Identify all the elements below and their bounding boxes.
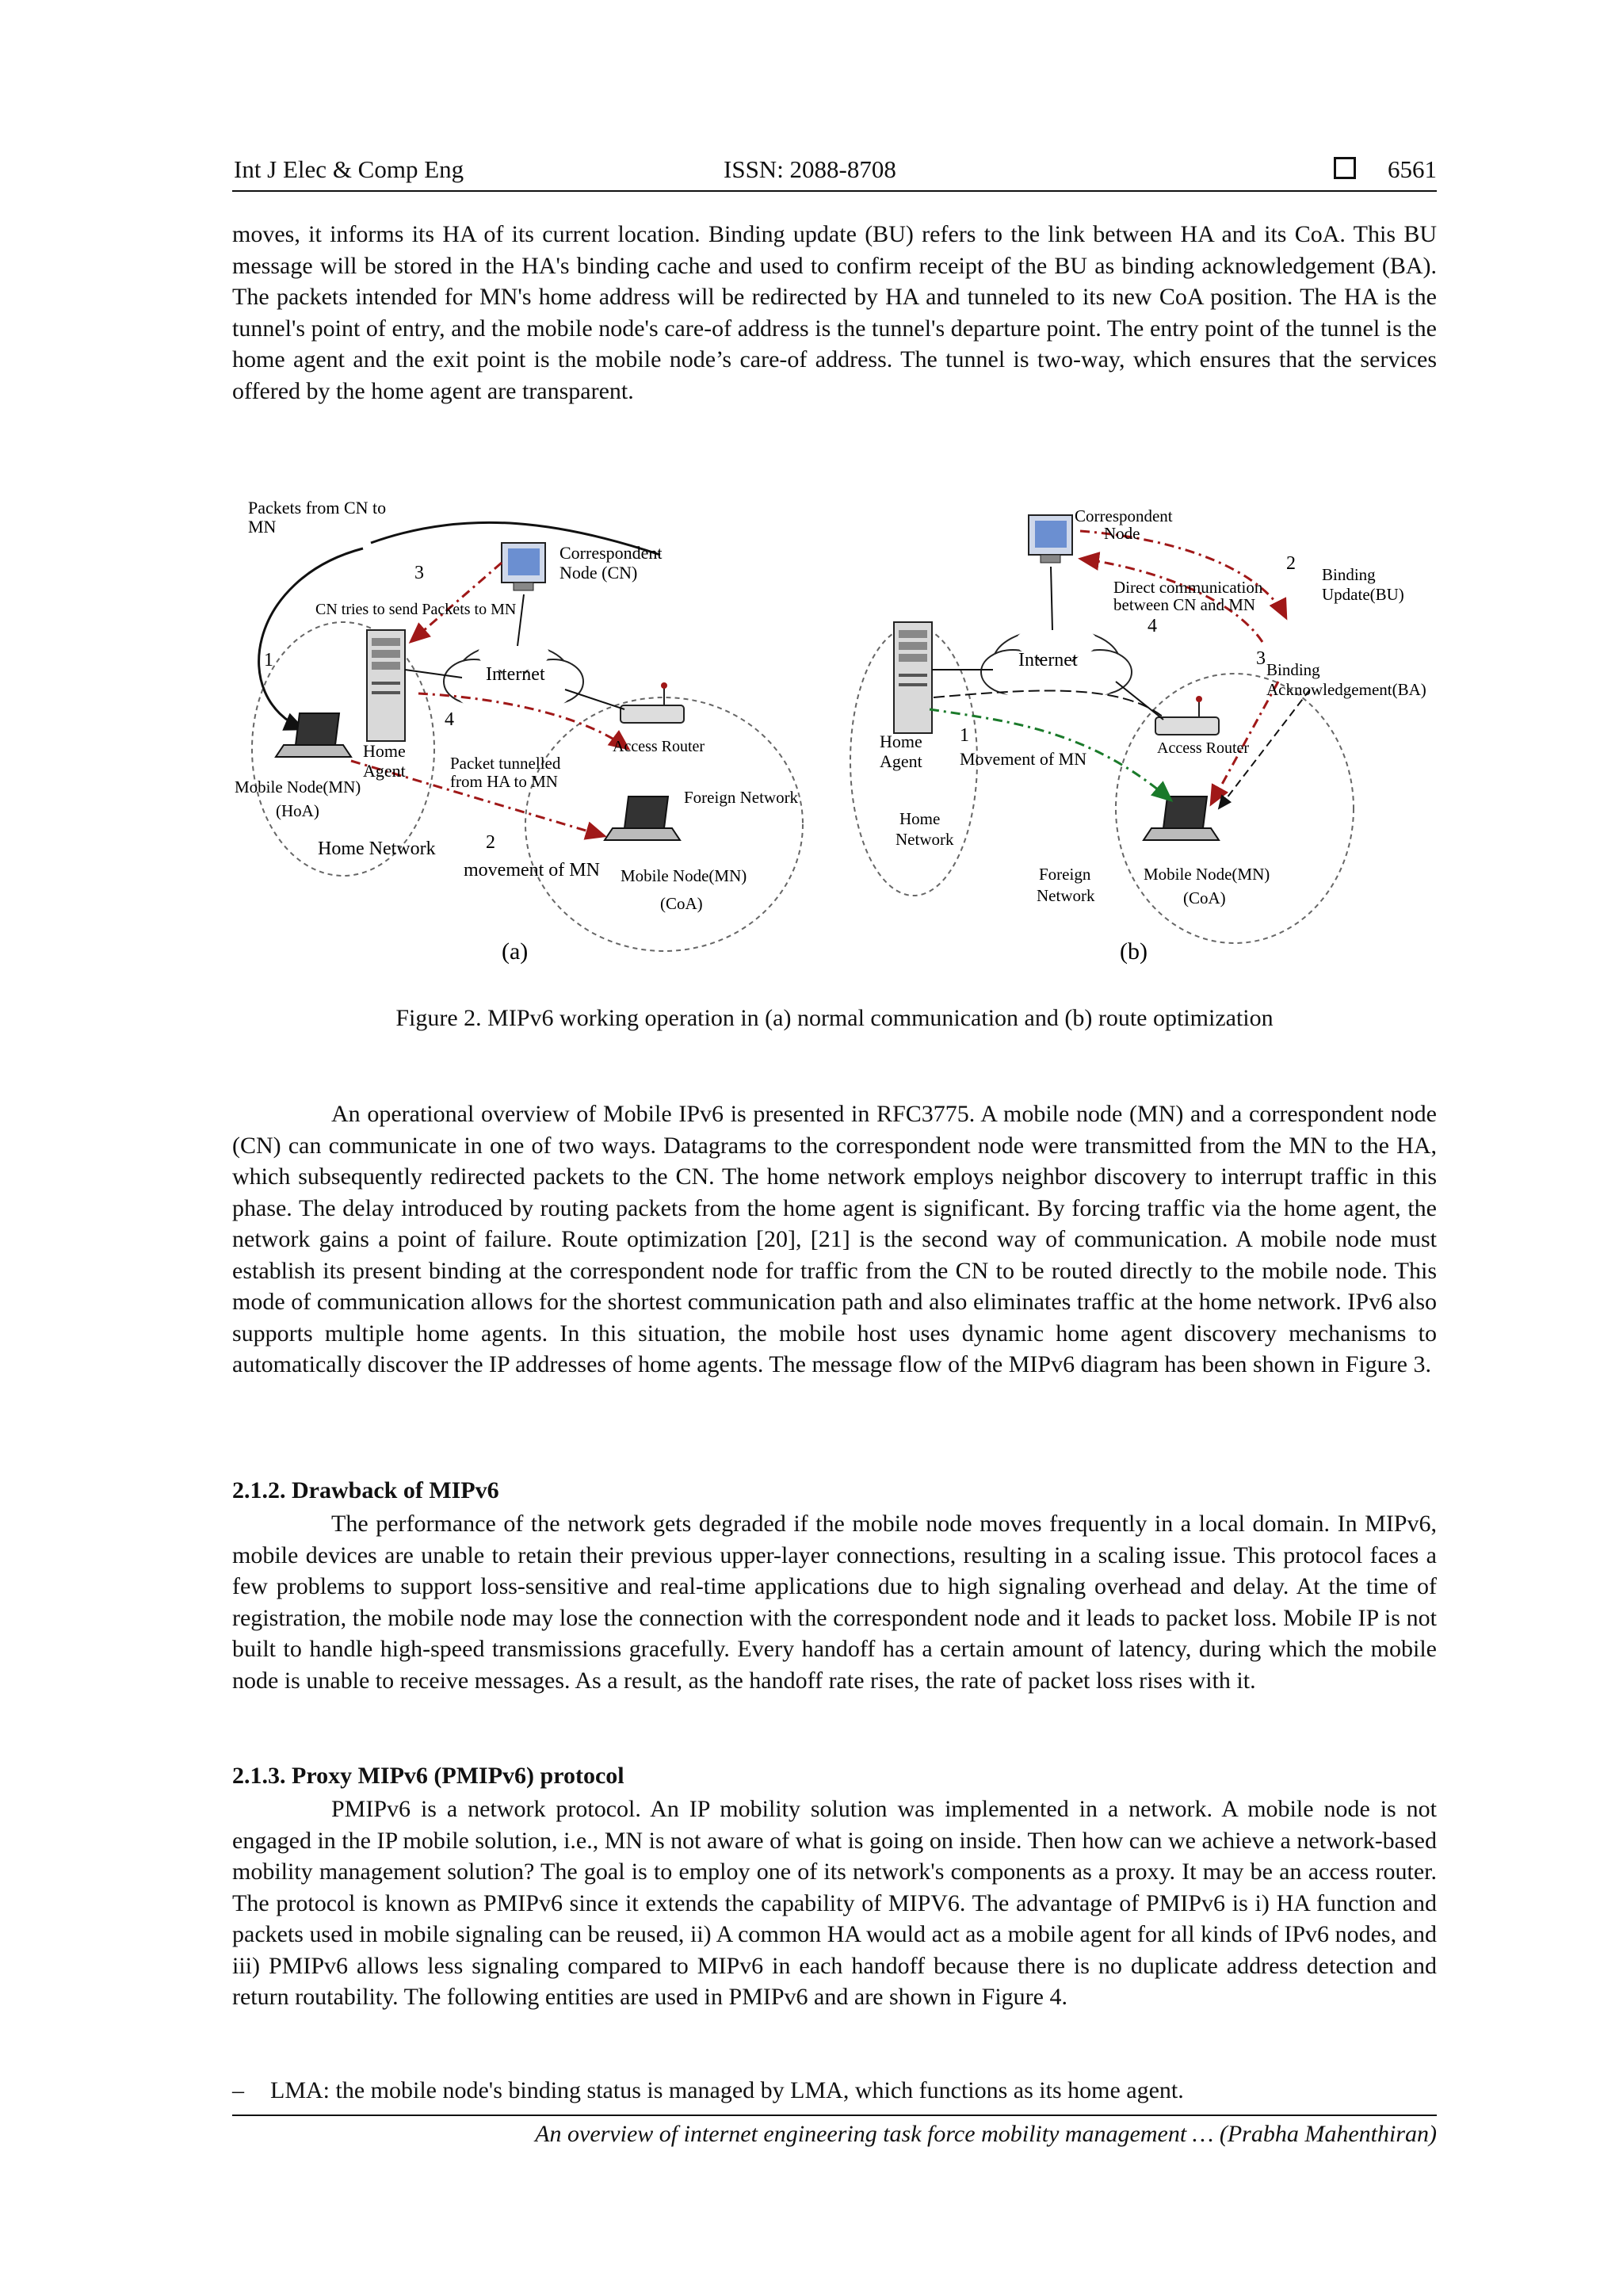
journal-name: Int J Elec & Comp Eng xyxy=(234,155,464,183)
label-packets-from-cn-2: MN xyxy=(248,517,277,537)
paragraph-intro: moves, it informs its HA of its current location. Binding update (BU) refers to the link between HA and its CoA. This BU message will be stored in the HA's binding cache and used to confirm receipt of the BU as binding acknowledgement (BA). The packets intended for MN's home address will be redirected by HA and tunneled to its new CoA position. The HA is the tunnel's point of entry, and the mobile node's care-of address is the tunnel's departure point. The entry point of the tunnel is the home agent and the exit point is the mobile node’s care-of address. The tunnel is two-way, which ensures that the services offered by the home agent are transparent. xyxy=(232,221,1437,404)
label-correspondent: Correspondent xyxy=(559,543,663,563)
label-direct: Direct communication xyxy=(1113,578,1263,597)
label-node: Node xyxy=(1104,524,1140,543)
computer-icon xyxy=(1029,515,1072,563)
label-packets-from-cn: Packets from CN to xyxy=(248,498,387,518)
footer-rule xyxy=(232,2115,1437,2116)
label-home-network-2: Network xyxy=(896,830,954,849)
running-footer: An overview of internet engineering task force mobility management … (Prabha Mahenthiran) xyxy=(535,2121,1437,2147)
step-4: 4 xyxy=(1148,616,1157,636)
paragraph-pmipv6: PMIPv6 is a network protocol. An IP mobility solution was implemented in a network. A mobile node is not engaged in the IP mobile solution, i.e., MN is not aware of what is going on inside. Then how can we achieve a network-based mobility management solution? The goal is to employ one of its network's components as a proxy. It may be an access router. The protocol is known as PMIPv6 since it extends the capability of MIPV6. The advantage of PMIPv6 is i) HA function and packets used in mobile signaling can be reused, ii) A common HA would act as a mobile agent for all kinds of IPv6 nodes, and iii) PMIPv6 allows less signaling compared to MIPv6 in each handoff because there is no duplicate address detection and return routability. The following entities are used in PMIPv6 and are shown in Figure 4. xyxy=(232,1796,1437,2010)
label-agent: Agent xyxy=(363,761,406,781)
label-internet: Internet xyxy=(1018,650,1078,670)
label-hoa: (HoA) xyxy=(276,801,319,820)
label-binding-ack-2: Acknowledgement(BA) xyxy=(1266,680,1426,699)
page-number-wrap xyxy=(1334,155,1437,184)
dash-bullet: – xyxy=(232,2077,244,2103)
figure-caption: Figure 2. MIPv6 working operation in (a) normal communication and (b) route optimization xyxy=(395,1005,1274,1031)
label-movement: movement of MN xyxy=(464,860,600,881)
section-heading-pmipv6: 2.1.3. Proxy MIPv6 (PMIPv6) protocol xyxy=(232,1763,624,1789)
label-cn: Node (CN) xyxy=(559,563,638,583)
label-home: Home xyxy=(363,741,406,761)
link-line xyxy=(1051,567,1052,630)
link-line xyxy=(565,690,624,709)
label-binding-update: Update(BU) xyxy=(1322,585,1404,604)
label-mn-coa: Mobile Node(MN) xyxy=(621,866,747,885)
list-item xyxy=(232,2075,1437,2106)
label-foreign-network: Foreign Network xyxy=(684,788,799,807)
issn: ISSN: 2088-8708 xyxy=(724,155,896,183)
label-tunnel: Packet tunnelled xyxy=(450,754,561,773)
label-binding: Binding xyxy=(1322,565,1376,584)
label-access-router: Access Router xyxy=(613,738,705,755)
router-icon xyxy=(621,682,684,723)
server-icon xyxy=(894,622,932,733)
label-home-network: Home xyxy=(899,809,941,828)
panel-label-b: (b) xyxy=(1120,938,1148,965)
label-binding-ack: Binding xyxy=(1266,660,1320,679)
panel-b xyxy=(850,506,1426,965)
router-icon xyxy=(1155,696,1219,735)
step-2: 2 xyxy=(486,832,495,853)
section-heading-drawback: 2.1.2. Drawback of MIPv6 xyxy=(232,1477,499,1503)
step-3: 3 xyxy=(1256,648,1266,669)
label-cn-tries: CN tries to send Packets to MN xyxy=(315,601,517,618)
bullet-text-lma: LMA: the mobile node's binding status is managed by LMA, which functions as its home agent. xyxy=(270,2077,1184,2103)
label-correspondent: Correspondent xyxy=(1075,506,1173,525)
foreign-network-boundary xyxy=(1116,674,1354,943)
paragraph-overview: An operational overview of Mobile IPv6 is presented in RFC3775. A mobile node (MN) and a correspondent node (CN) can communicate in one of two ways. Datagrams to the correspondent node were transmitted from the MN to the HA, which subsequently redirected packets to the CN. The home network employs neighbor discovery to interrupt traffic in this phase. The delay introduced by routing packets from the home agent is significant. By forcing traffic via the home agent, the network gains a point of failure. Route optimization [20], [21] is the second way of communication. A mobile node must establish its present binding at the correspondent node for traffic from the CN to be routed directly to the mobile node. This mode of communication allows for the shortest communication path and also eliminates traffic at the home network. IPv6 also supports multiple home agents. In this situation, the mobile host uses dynamic home agent discovery mechanisms to automatically discover the IP addresses of home agents. The message flow of the MIPv6 diagram has been shown in Figure 3. xyxy=(232,1101,1437,1377)
figure-2 xyxy=(232,491,1437,983)
label-movement: Movement of MN xyxy=(960,749,1087,769)
step-4: 4 xyxy=(445,709,454,730)
square-icon xyxy=(1334,157,1356,179)
page-number: 6561 xyxy=(1388,155,1437,183)
label-coa: (CoA) xyxy=(660,894,703,913)
paragraph-drawback: The performance of the network gets degraded if the mobile node moves frequently in a local domain. In MIPv6, mobile devices are unable to retain their previous upper-layer connections, resulting in a scaling issue. This protocol faces a few problems to support loss-sensitive and real-time applications due to high signaling overhead and delay. At the time of registration, the mobile node may lose the connection with the correspondent node and it leads to packet loss. Mobile IP is not built to handle high-speed transmissions gracefully. Every handoff has a certain amount of latency, during which the mobile node is unable to receive messages. As a result, as the handoff rate rises, the rate of packet loss rises with it. xyxy=(232,1511,1437,1694)
panel-label-a: (a) xyxy=(502,938,529,965)
server-icon xyxy=(367,630,405,741)
label-agent: Agent xyxy=(880,751,922,771)
label-coa: (CoA) xyxy=(1183,888,1226,907)
label-mn-hoa: Mobile Node(MN) xyxy=(235,777,361,797)
link-line xyxy=(1116,682,1163,720)
label-foreign-network: Network xyxy=(1037,886,1095,905)
computer-icon xyxy=(502,543,545,590)
label-mn-coa: Mobile Node(MN) xyxy=(1144,865,1270,884)
laptop-icon xyxy=(605,797,680,840)
running-header xyxy=(232,155,1437,192)
label-home: Home xyxy=(880,732,922,751)
panel-a xyxy=(235,498,803,965)
step-3: 3 xyxy=(414,563,424,583)
label-home-network: Home Network xyxy=(318,839,436,859)
step-1: 1 xyxy=(264,650,273,670)
laptop-icon xyxy=(1144,797,1219,840)
label-foreign: Foreign xyxy=(1039,865,1091,884)
step-1: 1 xyxy=(960,725,969,746)
packets-arrow xyxy=(259,548,363,729)
label-direct-2: between CN and MN xyxy=(1113,595,1256,614)
label-internet: Internet xyxy=(486,664,545,685)
label-access-router: Access Router xyxy=(1157,739,1250,757)
label-tunnel-2: from HA to MN xyxy=(450,772,558,791)
step-2: 2 xyxy=(1286,553,1296,574)
